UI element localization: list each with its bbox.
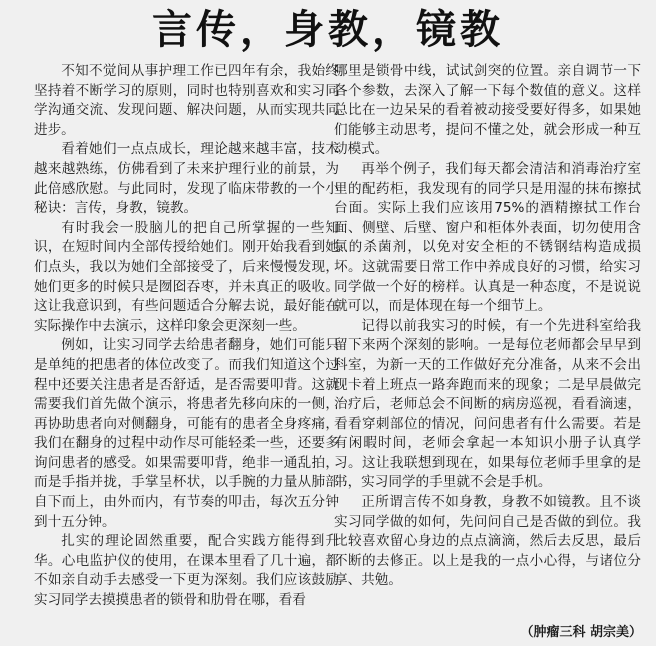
paragraph: 例如，让实习同学去给患者翻身，她们可能只是单纯的把患者的体位改变了。而我们知道这个过程中还要关注患者是否舒适，是否需要叩背。这就需要我们首先做个演示，将患者先移向床的一侧，再协助患者向对侧翻身，可能有的患者全身疼痛，我们在翻身的过程中动作尽可能轻柔一些，还要多询问患者的感受。如果需要叩背，绝非一通乱拍，而是手指并拢，手掌呈杯状，以手腕的力量从肺部自下而上，由外而内，有节奏的叩击，每次五分钟到十五分钟。 xyxy=(34,337,339,530)
paragraph: 不知不觉间从事护理工作已四年有余，我始终坚持着不断学习的原则，同时也特别喜欢和实习同学沟通交流、发现问题、解决问题，从而实现共同进步。 xyxy=(34,63,339,138)
paragraph: 看着她们一点点成长，理论越来越丰富，技术越来越熟练，仿佛看到了未来护理行业的前景，为此倍感欣慰。与此同时，发现了临床带教的一个小秘诀：言传，身教，镜教。 xyxy=(34,141,339,217)
right-column xyxy=(334,62,641,591)
paragraph: 扎实的理论固然重要，配合实践方能得到升华。心电监护仪的使用，在课本里看了几十遍，都不如亲自动手去感受一下更为深刻。我们应该鼓励实习同学去摸摸患者的锁骨和肋骨在哪，看看 xyxy=(34,533,339,609)
paragraph: 有时我会一股脑儿的把自己所掌握的一些知识，在短时间内全部传授给她们。刚开始我看到她们点头，我以为她们全部接受了，后来慢慢发现，她们更多的时候只是囫囵吞枣，并未真正的吸收。这让我意识到，有些问题适合分解去说，最好能在实际操作中去演示，这样印象会更深刻一些。 xyxy=(34,219,339,334)
paragraph: 正所谓言传不如身教，身教不如镜教。且不谈实习同学做的如何，先问问自己是否做的到位。我比较喜欢留心身边的点点滴滴，然后去反思，最后不断的去修正。以上是我的一点小心得，与诸位分享、共勉。 xyxy=(334,494,641,589)
left-column xyxy=(34,62,339,611)
author-byline: （肿瘤三科 胡宗美） xyxy=(520,625,642,640)
paragraph: 记得以前我实习的时候，有一个先进科室给我留下来两个深刻的影响。一是每位老师都会早早到科室，为新一天的工作做好充分准备，从来不会出现卡着上班点一路奔跑而来的现象；二是早晨做完治疗后，老师总会不间断的病房巡视，看看滴速，看看穿刺部位的情况，问问患者有什么需要。若是有闲暇时间，老师会拿起一本知识小册子认真学习。这让我联想到现在，如果每位老师手里拿的是书，实习同学的手里就不会是手机。 xyxy=(334,317,641,491)
paragraph-continued: 哪里是锁骨中线，试试剑突的位置。亲自调节一下各个参数，去深入了解一下每个数值的意义。这样总比在一边呆呆的看着被动接受要好得多，如果她们能够主动思考，提问不懂之处，就会形成一种互动模式。 xyxy=(334,63,641,158)
article-title: 言传，身教，镜教 xyxy=(152,6,504,53)
paragraph: 再举个例子，我们每天都会清洁和消毒治疗室里的配药柜，我发现有的同学只是用湿的抹布擦拭台面。实际上我们应该用75%的酒精擦拭工作台面、侧壁、后壁、窗户和柜体外表面，切勿使用含氯的杀菌剂，以免对安全柜的不锈钢结构造成损坏。这就需要日常工作中养成良好的习惯，给实习同学做一个好的榜样。认真是一种态度，不是说说就可以，而是体现在每一个细节上。 xyxy=(334,160,641,315)
